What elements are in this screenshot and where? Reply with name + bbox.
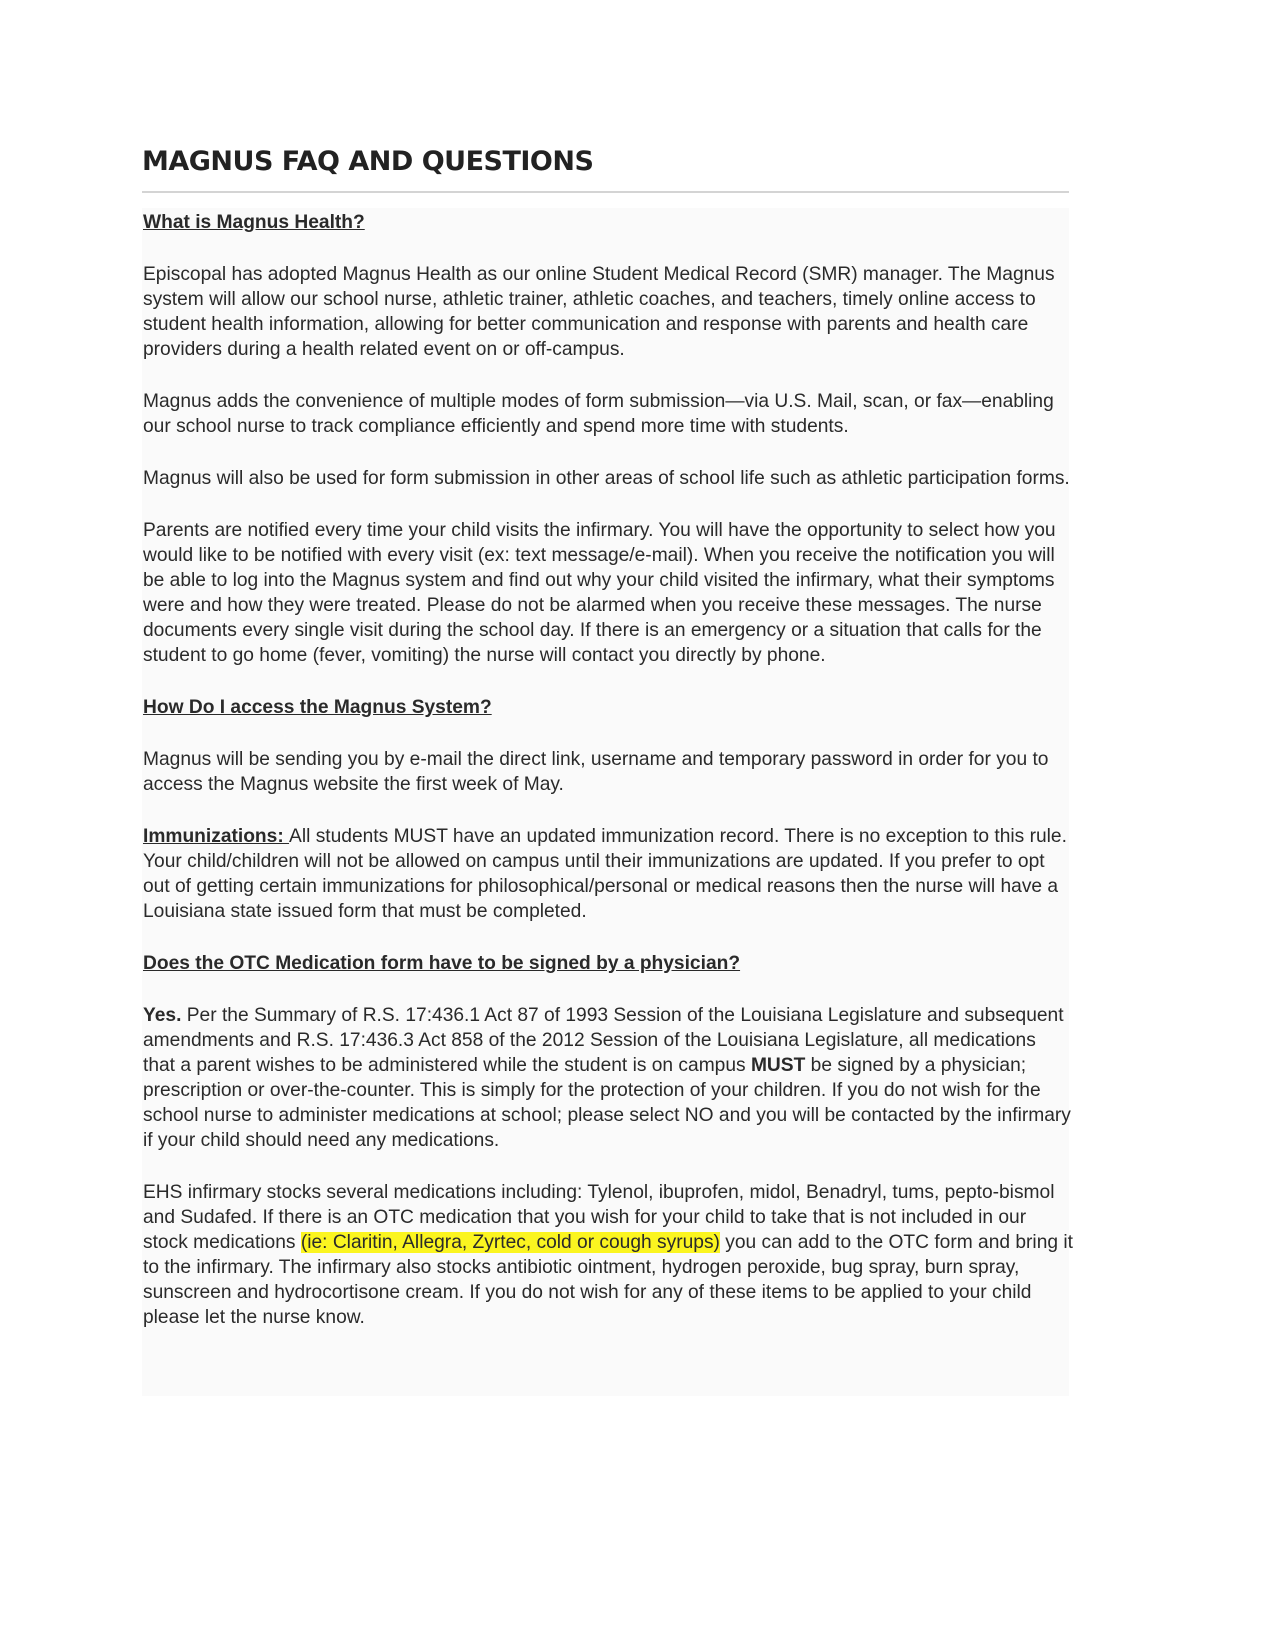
paragraph: Magnus will also be used for form submission in other areas of school life such as athletic participation forms. — [143, 468, 1070, 489]
ehs-text: EHS infirmary stocks several medications including: Tylenol, ibuprofen, midol, Benadryl, tums, pepto-bismol and Sudafed. If there is an OTC medication that you wish for your child to take that is not included in our stock medications — [143, 1182, 1055, 1253]
otc-text: be signed by a physician; prescription or over-the-counter. This is simply for the protection of your children. If you do not wish for the school nurse to administer medications at school; please select NO and you will be contacted by the infirmary if your child should need any medications. — [143, 1055, 1071, 1151]
heading-what-is-magnus: What is Magnus Health? — [143, 212, 365, 233]
immunizations-label: Immunizations: — [143, 826, 290, 847]
immunizations-text: All students MUST have an updated immunization record. There is no exception to this rule. Your child/children will not be allowed on campus until their immunizations are updated. If you prefer to opt out of getting certain immunizations for philosophical/personal or medical reasons then the nurse will have a Louisiana state issued form that must be completed. — [143, 826, 1067, 922]
heading-access: How Do I access the Magnus System? — [143, 697, 492, 718]
ehs-paragraph — [143, 1180, 1073, 1330]
title-divider — [142, 191, 1069, 193]
highlighted-text: (ie: Claritin, Allegra, Zyrtec, cold or cough syrups) — [300, 1232, 720, 1253]
paragraph: Episcopal has adopted Magnus Health as our online Student Medical Record (SMR) manager. The Magnus system will allow our school nurse, athletic trainer, athletic coaches, and teachers, timely online access to student health information, allowing for better communication and response with parents and health care providers during a health related event on or off-campus. — [143, 264, 1055, 360]
yes-label: Yes. — [143, 1005, 182, 1026]
heading-otc: Does the OTC Medication form have to be signed by a physician? — [143, 953, 741, 974]
ehs-text: you can add to the OTC form and bring it to the infirmary. The infirmary also stocks antibiotic ointment, hydrogen peroxide, bug spray, burn spray, sunscreen and hydrocortisone cream. If you do not wish for any of these items to be applied to your child please let the nurse know. — [143, 1232, 1073, 1328]
immunizations-paragraph — [143, 824, 1073, 924]
faq-content — [143, 210, 1073, 1357]
otc-text: Per the Summary of R.S. 17:436.1 Act 87 of 1993 Session of the Louisiana Legislature and subsequent amendments and R.S. 17:436.3 Act 858 of the 2012 Session of the Louisiana Legislature, all medications that a parent wishes to be administered while the student is on campus — [143, 1005, 1064, 1076]
paragraph: Parents are notified every time your child visits the infirmary. You will have the opportunity to select how you would like to be notified with every visit (ex: text message/e-mail). When you receive the notification you will be able to log into the Magnus system and find out why your child visited the infirmary, what their symptoms were and how they were treated. Please do not be alarmed when you receive these messages. The nurse documents every single visit during the school day. If there is an emergency or a situation that calls for the student to go home (fever, vomiting) the nurse will contact you directly by phone. — [143, 520, 1056, 666]
page-title: MAGNUS FAQ AND QUESTIONS — [142, 146, 594, 177]
must-label: MUST — [750, 1055, 806, 1076]
otc-paragraph — [143, 1003, 1073, 1153]
paragraph: Magnus adds the convenience of multiple modes of form submission—via U.S. Mail, scan, or fax—enabling our school nurse to track compliance efficiently and spend more time with students. — [143, 391, 1054, 437]
paragraph: Magnus will be sending you by e-mail the direct link, username and temporary password in order for you to access the Magnus website the first week of May. — [143, 749, 1049, 795]
